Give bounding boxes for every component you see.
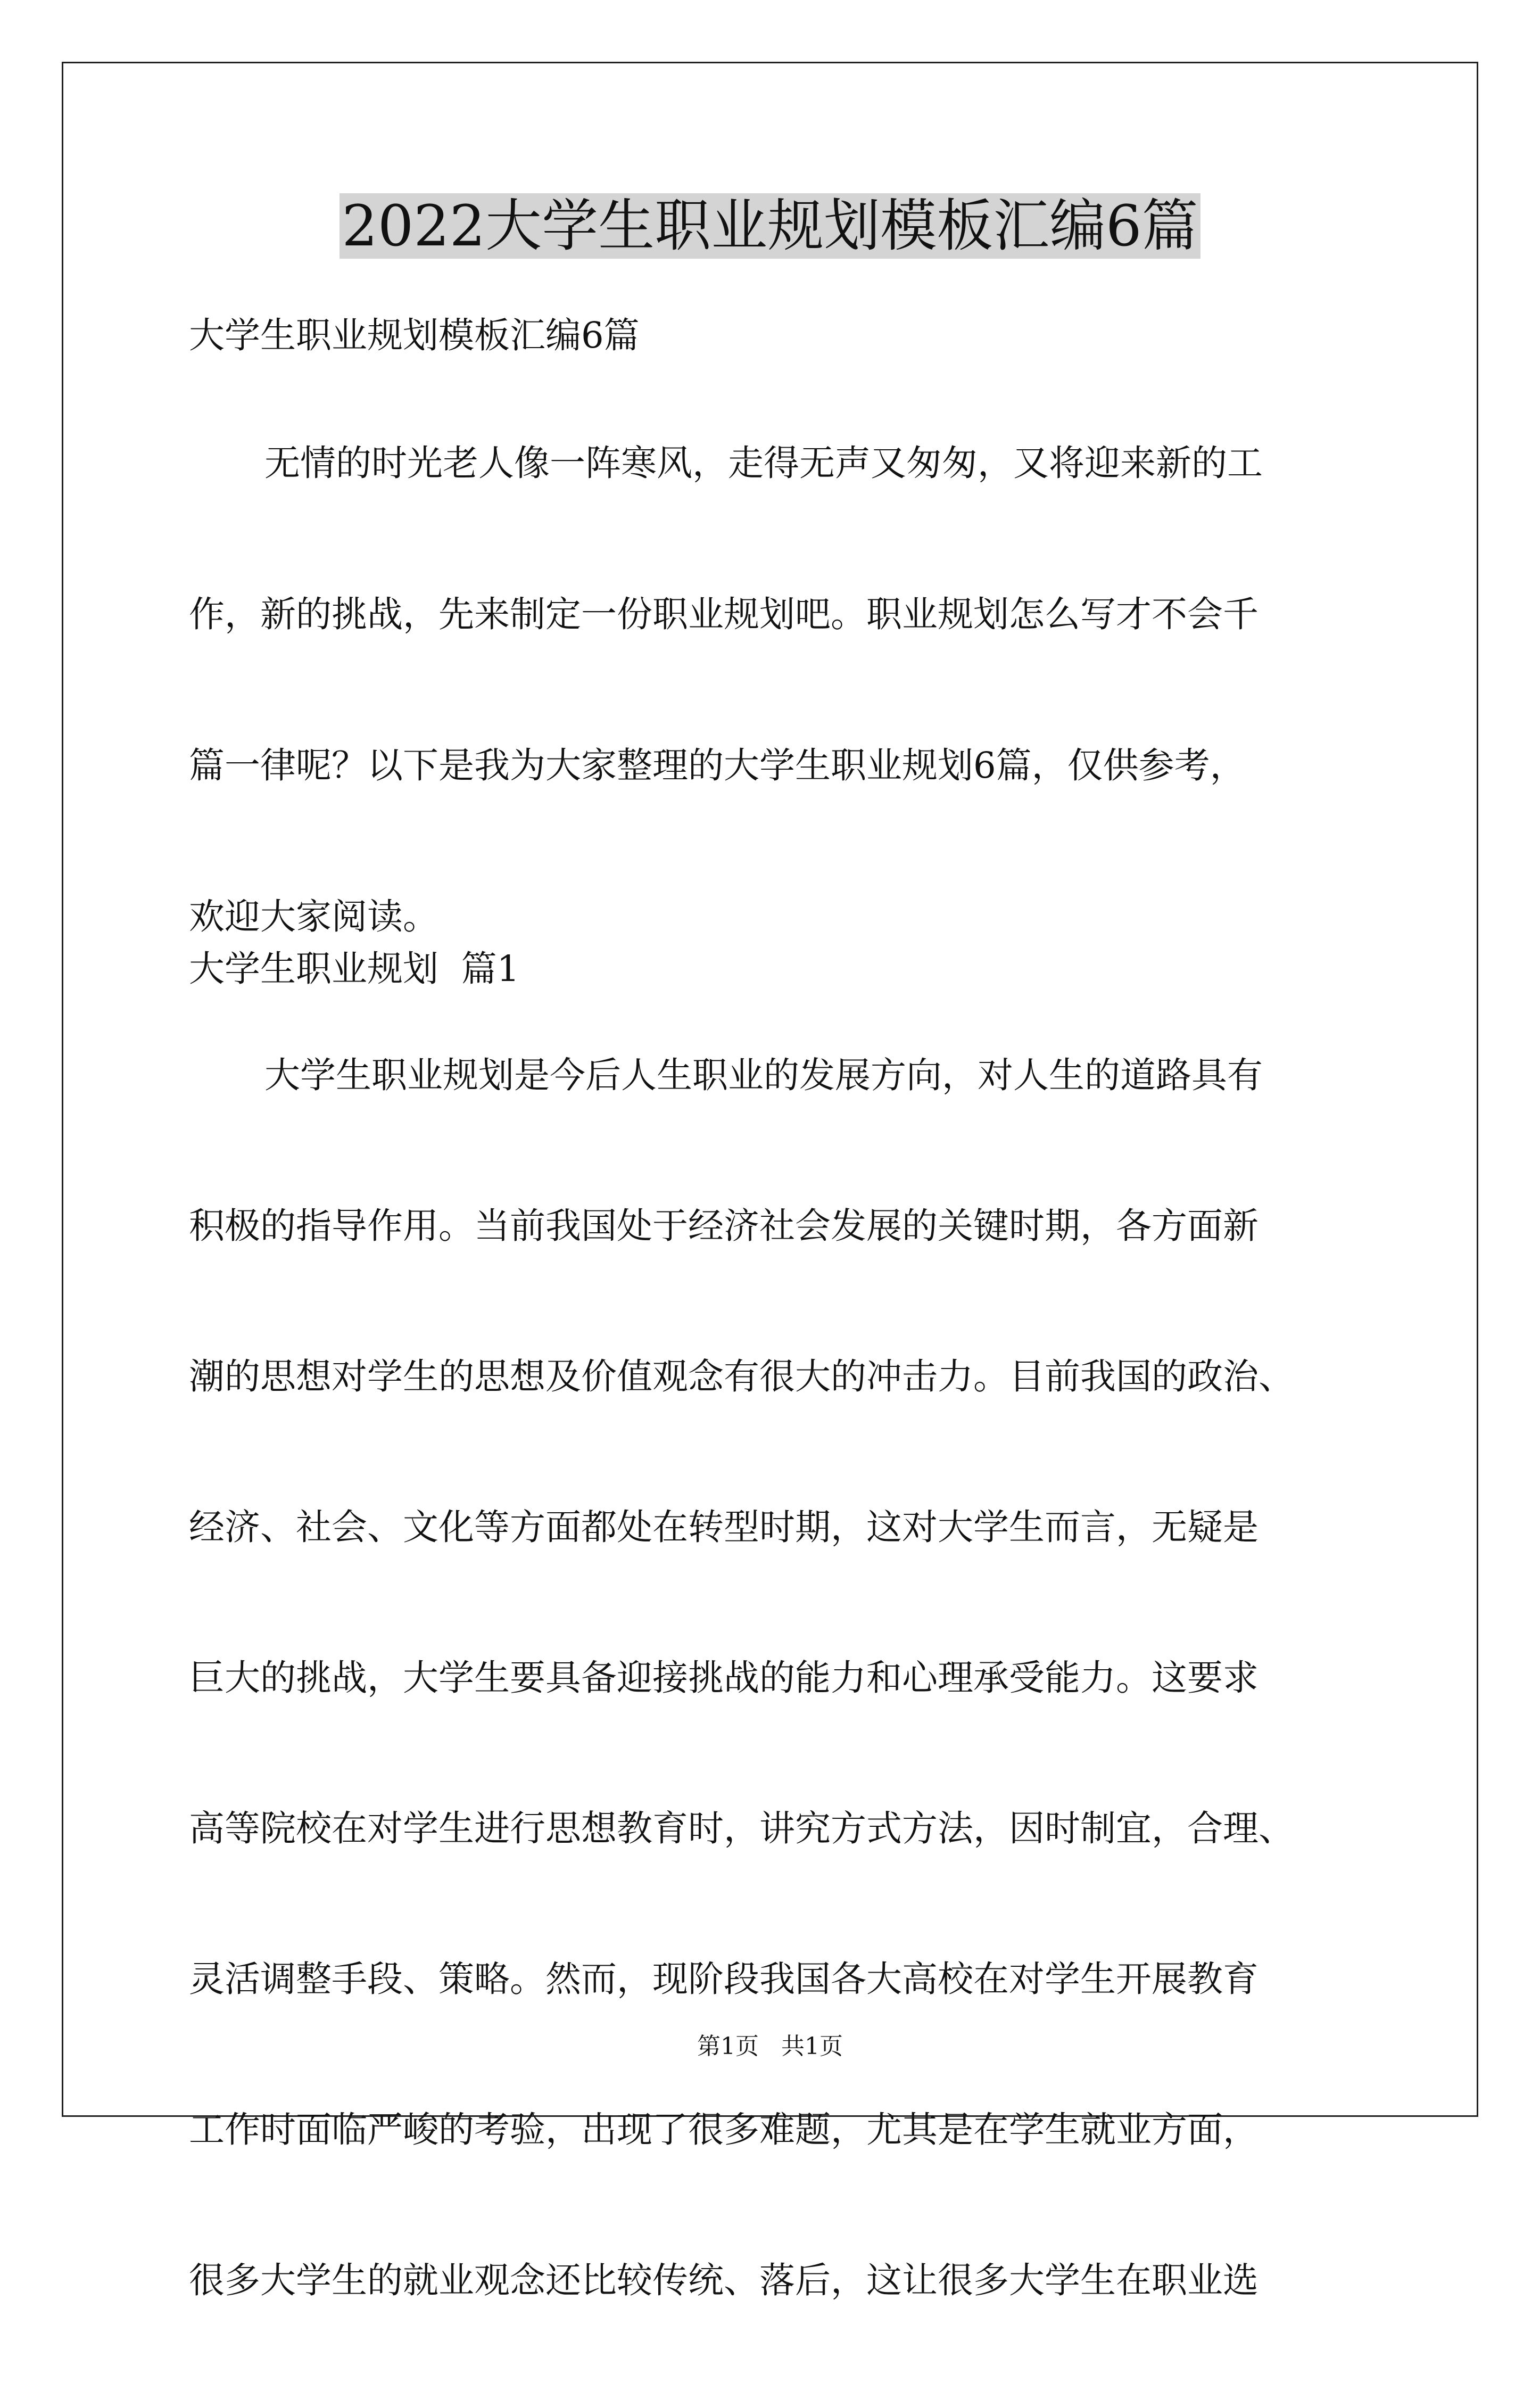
document-title-text: 2022大学生职业规划模板汇编6篇 xyxy=(340,193,1200,259)
section-paragraph xyxy=(189,1043,1370,2399)
document-subtitle: 大学生职业规划模板汇编6篇 xyxy=(189,315,640,356)
section-line: 灵活调整手段、策略。然而，现阶段我国各大高校在对学生开展教育 xyxy=(189,1958,1259,2000)
intro-line: 欢迎大家阅读。 xyxy=(189,896,438,937)
section-line: 积极的指导作用。当前我国处于经济社会发展的关键时期，各方面新 xyxy=(189,1205,1259,1247)
section-line: 经济、社会、文化等方面都处在转型时期，这对大学生而言，无疑是 xyxy=(189,1506,1259,1548)
section-line: 潮的思想对学生的思想及价值观念有很大的冲击力。目前我国的政治、 xyxy=(189,1356,1294,1397)
intro-line: 作，新的挑战，先来制定一份职业规划吧。职业规划怎么写才不会千 xyxy=(189,593,1259,635)
intro-line: 篇一律呢？以下是我为大家整理的大学生职业规划6篇，仅供参考， xyxy=(189,745,1246,786)
section-line: 大学生职业规划是今后人生职业的发展方向，对人生的道路具有 xyxy=(264,1054,1263,1096)
document-title xyxy=(0,189,1540,263)
intro-line: 无情的时光老人像一阵寒风，走得无声又匆匆，又将迎来新的工 xyxy=(264,442,1263,484)
section-line: 很多大学生的就业观念还比较传统、落后，这让很多大学生在职业选 xyxy=(189,2260,1259,2301)
section-line: 高等院校在对学生进行思想教育时，讲究方式方法，因时制宜，合理、 xyxy=(189,1808,1294,1849)
section-heading: 大学生职业规划 篇1 xyxy=(189,948,520,990)
section-line: 工作时面临严峻的考验，出现了很多难题，尤其是在学生就业方面， xyxy=(189,2109,1259,2150)
page-footer: 第1页 共1页 xyxy=(697,2033,843,2060)
section-line: 巨大的挑战，大学生要具备迎接挑战的能力和心理承受能力。这要求 xyxy=(189,1657,1259,1699)
